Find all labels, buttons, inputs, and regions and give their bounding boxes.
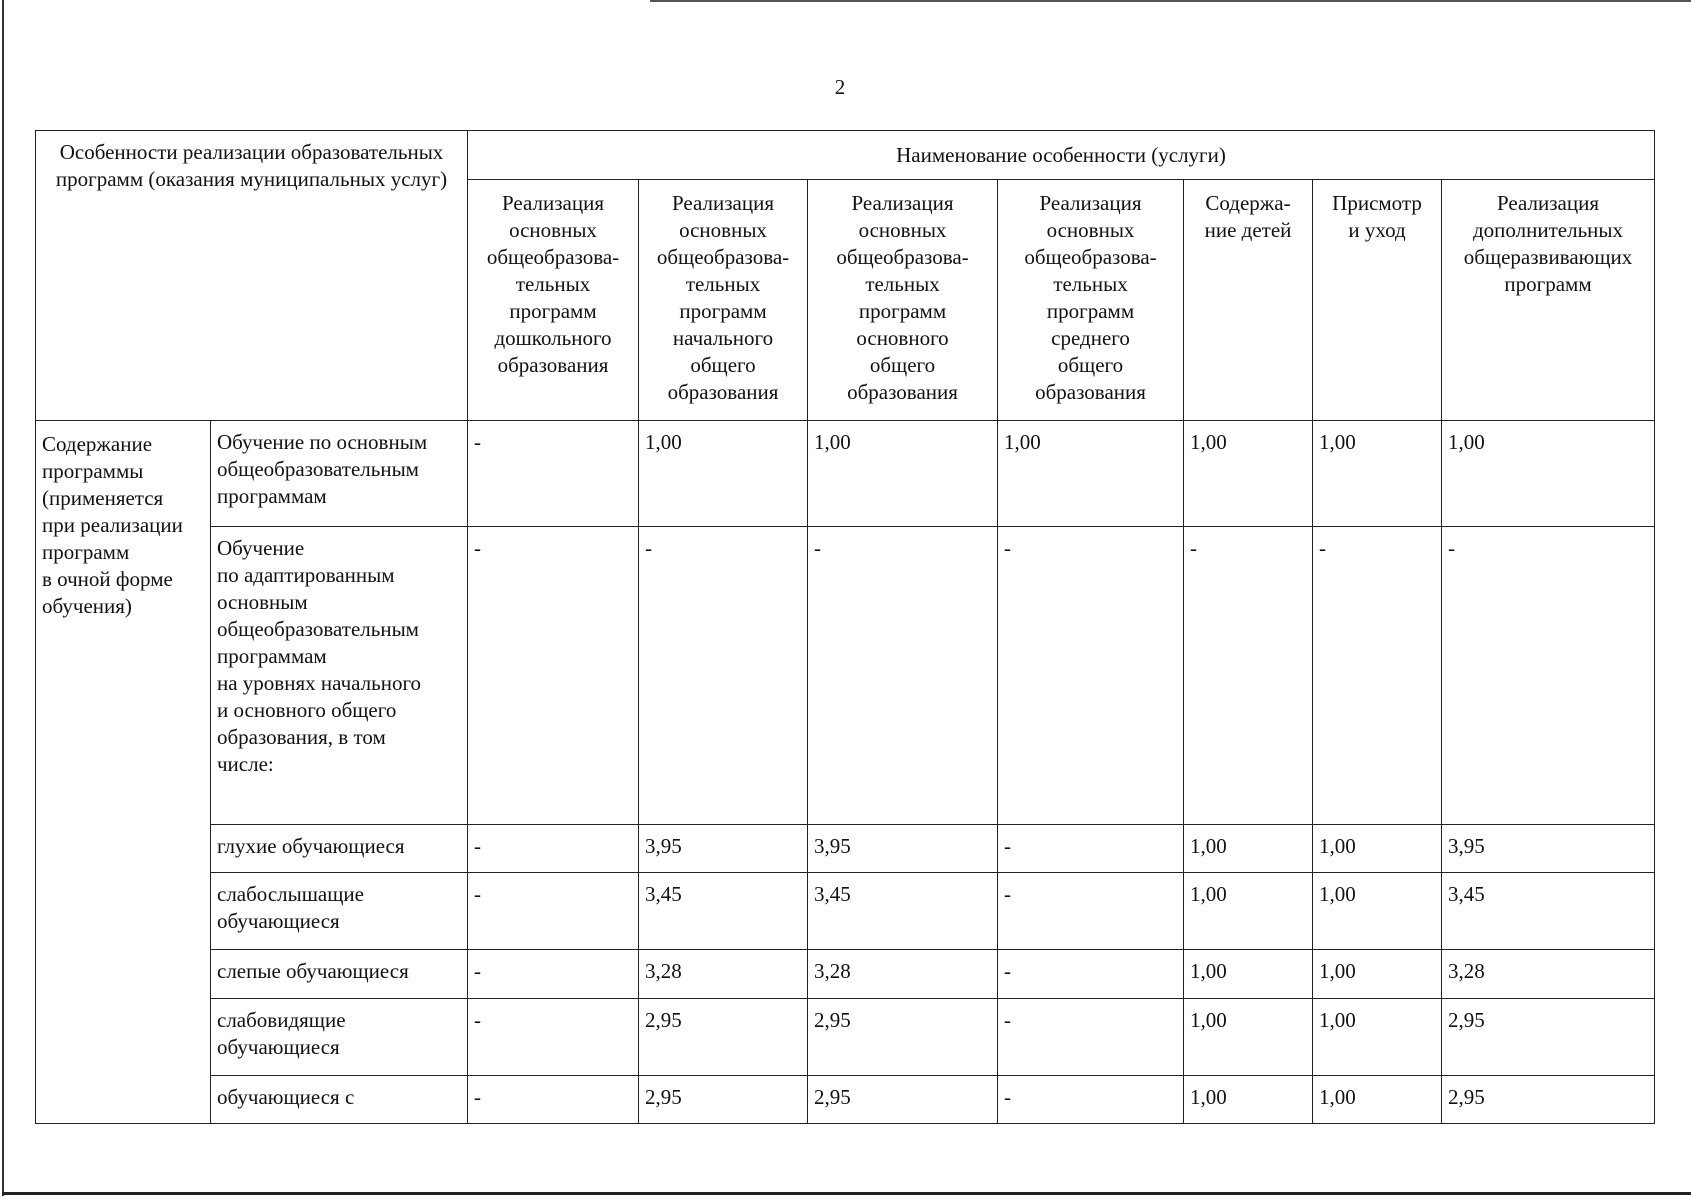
table-row [36, 999, 1655, 1076]
column-header: Реализация дополнительных общеразвивающих программ [1442, 180, 1655, 421]
page-frame-top-line [650, 0, 1691, 2]
features-table [35, 130, 1655, 1124]
column-header: Содержа- ние детей [1184, 180, 1313, 421]
value-cell: - [468, 950, 639, 999]
value-cell: - [998, 873, 1184, 950]
header-features-cell: Особенности реализации образовательных программ (оказания муниципальных услуг) [36, 131, 468, 421]
value-cell: 2,95 [1442, 999, 1655, 1076]
table-row [36, 527, 1655, 825]
value-cell: - [1442, 527, 1655, 825]
header-service-name-cell: Наименование особенности (услуги) [468, 131, 1655, 180]
value-cell: 1,00 [1184, 825, 1313, 873]
value-cell: 1,00 [1313, 950, 1442, 999]
value-cell: 2,95 [808, 999, 998, 1076]
value-cell: 1,00 [1184, 1076, 1313, 1124]
value-cell: - [998, 999, 1184, 1076]
column-header: Реализация основных общеобразова- тельных программ среднего общего образования [998, 180, 1184, 421]
page-number: 2 [834, 75, 846, 99]
value-cell: 1,00 [808, 421, 998, 527]
value-cell: 1,00 [998, 421, 1184, 527]
row-label: Обучение по основным общеобразовательным программам [211, 421, 468, 527]
value-cell: - [998, 825, 1184, 873]
value-cell: - [998, 950, 1184, 999]
value-cell: 2,95 [808, 1076, 998, 1124]
value-cell: 2,95 [639, 1076, 808, 1124]
table-row [36, 825, 1655, 873]
value-cell: 3,28 [1442, 950, 1655, 999]
table-row [36, 873, 1655, 950]
row-label: глухие обучающиеся [211, 825, 468, 873]
value-cell: 3,28 [639, 950, 808, 999]
value-cell: 1,00 [1313, 421, 1442, 527]
column-header: Присмотр и уход [1313, 180, 1442, 421]
value-cell: 3,28 [808, 950, 998, 999]
table-row [36, 421, 1655, 527]
value-cell: 3,45 [639, 873, 808, 950]
value-cell: 1,00 [1313, 1076, 1442, 1124]
value-cell: 1,00 [1442, 421, 1655, 527]
value-cell: - [639, 527, 808, 825]
value-cell: - [468, 999, 639, 1076]
value-cell: 3,95 [1442, 825, 1655, 873]
value-cell: 3,45 [808, 873, 998, 950]
header-row-top [36, 131, 1655, 180]
value-cell: 1,00 [1313, 999, 1442, 1076]
value-cell: 1,00 [1184, 950, 1313, 999]
value-cell: - [468, 421, 639, 527]
value-cell: 1,00 [1184, 999, 1313, 1076]
row-label: обучающиеся с [211, 1076, 468, 1124]
table-row [36, 950, 1655, 999]
value-cell: - [468, 1076, 639, 1124]
row-label: слабовидящие обучающиеся [211, 999, 468, 1076]
value-cell: - [468, 527, 639, 825]
category-cell: Содержание программы (применяется при реализации программ в очной форме обучения) [36, 421, 211, 1124]
value-cell: 1,00 [639, 421, 808, 527]
value-cell: - [1184, 527, 1313, 825]
page-frame-left-line [2, 0, 4, 1196]
value-cell: 3,45 [1442, 873, 1655, 950]
value-cell: 1,00 [1184, 421, 1313, 527]
value-cell: - [1313, 527, 1442, 825]
row-label: слепые обучающиеся [211, 950, 468, 999]
value-cell: 2,95 [1442, 1076, 1655, 1124]
table-row [36, 1076, 1655, 1124]
value-cell: 1,00 [1313, 825, 1442, 873]
value-cell: 1,00 [1313, 873, 1442, 950]
value-cell: 1,00 [1184, 873, 1313, 950]
row-label: слабослышащие обучающиеся [211, 873, 468, 950]
value-cell: - [808, 527, 998, 825]
column-header: Реализация основных общеобразова- тельных программ начального общего образования [639, 180, 808, 421]
page-frame-bottom-line [2, 1192, 1691, 1195]
value-cell: - [468, 873, 639, 950]
column-header: Реализация основных общеобразова- тельных программ дошкольного образования [468, 180, 639, 421]
value-cell: - [998, 527, 1184, 825]
value-cell: - [998, 1076, 1184, 1124]
value-cell: - [468, 825, 639, 873]
value-cell: 2,95 [639, 999, 808, 1076]
column-header: Реализация основных общеобразова- тельных программ основного общего образования [808, 180, 998, 421]
row-label: Обучение по адаптированным основным общеобразовательным программам на уровнях начального и основного общего образования, в том числе: [211, 527, 468, 825]
value-cell: 3,95 [639, 825, 808, 873]
value-cell: 3,95 [808, 825, 998, 873]
